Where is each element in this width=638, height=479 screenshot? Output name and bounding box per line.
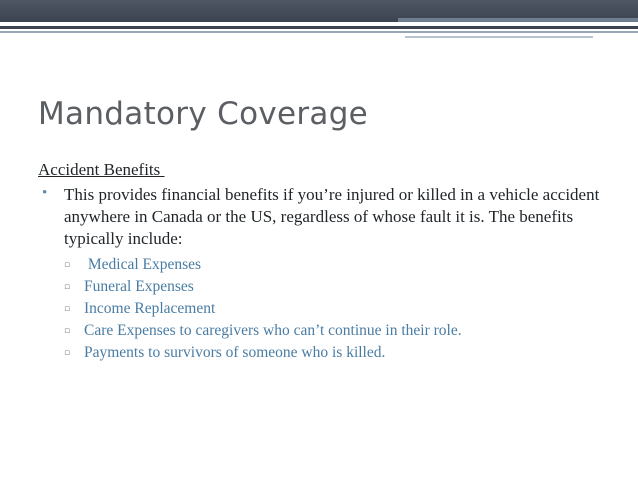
bullet-dot-icon: • bbox=[42, 185, 48, 201]
list-item-label: Income Replacement bbox=[84, 300, 216, 317]
header-rule-short bbox=[405, 36, 593, 38]
square-bullet-icon: ▫ bbox=[64, 304, 71, 314]
square-bullet-icon: ▫ bbox=[64, 348, 71, 358]
header-band bbox=[0, 0, 638, 22]
square-bullet-icon: ▫ bbox=[64, 282, 71, 292]
square-bullet-icon: ▫ bbox=[64, 260, 71, 270]
list-item-label: Medical Expenses bbox=[84, 256, 202, 273]
list-item bbox=[64, 254, 202, 276]
list-item bbox=[64, 342, 386, 364]
list-item-label: Funeral Expenses bbox=[84, 278, 194, 295]
header-rule-light bbox=[0, 31, 638, 33]
square-bullet-icon: ▫ bbox=[64, 326, 71, 336]
list-item bbox=[64, 320, 462, 342]
slide-title: Mandatory Coverage bbox=[38, 96, 369, 132]
list-item bbox=[64, 276, 194, 298]
list-item-label: Care Expenses to caregivers who can’t continue in their role. bbox=[84, 322, 462, 339]
header-rule-dark bbox=[0, 26, 638, 29]
bullet-text: This provides financial benefits if you’re injured or killed in a vehicle accident anywhere in Canada or the US, regardless of whose fault it is. The benefits typically include: bbox=[64, 185, 600, 248]
list-item bbox=[64, 298, 216, 320]
list-item-label: Payments to survivors of someone who is killed. bbox=[84, 344, 386, 361]
section-subheading: Accident Benefits bbox=[38, 160, 165, 179]
benefits-list bbox=[64, 254, 462, 364]
header-accent-stripe bbox=[398, 18, 638, 22]
